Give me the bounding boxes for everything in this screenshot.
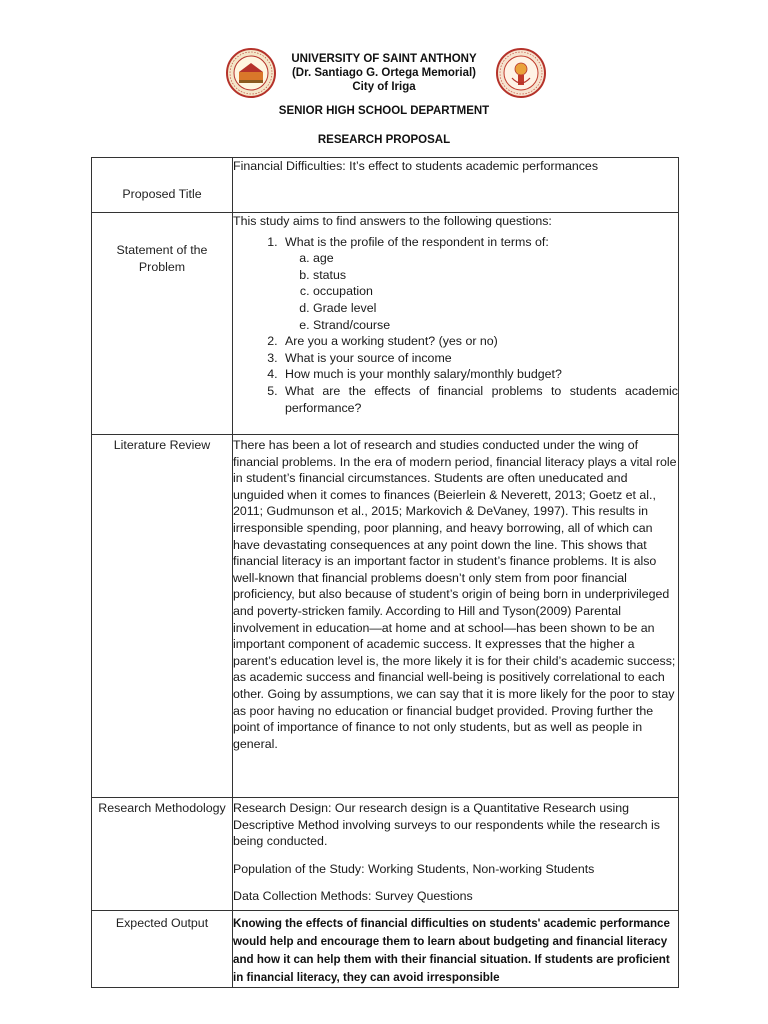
question-text: What is the profile of the respondent in terms of: xyxy=(285,234,549,249)
label-cell xyxy=(92,798,233,911)
problem-intro: This study aims to find answers to the following questions: xyxy=(233,214,552,228)
profile-sub-list xyxy=(285,250,678,333)
university-name: UNIVERSITY OF SAINT ANTHONY xyxy=(291,53,477,65)
list-item xyxy=(281,234,678,334)
list-item: 4. How much is your monthly salary/monthly budget? xyxy=(281,366,678,383)
list-item: e. Strand/course xyxy=(313,317,678,334)
question-list xyxy=(233,234,678,417)
list-item: 2. Are you a working student? (yes or no) xyxy=(281,333,678,350)
list-item: c. occupation xyxy=(313,283,678,300)
list-item: 3. What is your source of income xyxy=(281,350,678,367)
row-research-methodology xyxy=(92,798,679,911)
row-literature-review xyxy=(92,435,679,798)
row-label: Proposed Title xyxy=(122,186,202,201)
document-title: RESEARCH PROPOSAL xyxy=(317,134,451,146)
row-label: Research Methodology xyxy=(98,801,226,815)
department-name: SENIOR HIGH SCHOOL DEPARTMENT xyxy=(278,105,490,117)
list-item: a. age xyxy=(313,250,678,267)
content-cell xyxy=(233,213,679,435)
label-cell xyxy=(92,158,233,213)
label-cell xyxy=(92,435,233,798)
research-design-text: Research Design: Our research design is a Quantitative Research using Descriptive Method involving surveys to our respondents while the research is being conducted. xyxy=(233,801,660,849)
list-item: d. Grade level xyxy=(313,300,678,317)
content-cell xyxy=(233,911,679,988)
list-item: 5. What are the effects of financial problems to students academic performance? xyxy=(281,383,678,416)
data-collection-text: Data Collection Methods: Survey Questions xyxy=(233,889,473,904)
row-statement-of-problem xyxy=(92,213,679,435)
proposed-title-text: Financial Difficulties: It’s effect to students academic performances xyxy=(233,159,599,173)
label-cell xyxy=(92,911,233,988)
label-cell xyxy=(92,213,233,435)
row-label: Literature Review xyxy=(113,438,211,452)
document-header xyxy=(0,0,768,158)
list-item: b. status xyxy=(313,267,678,284)
content-cell xyxy=(233,435,679,798)
content-cell xyxy=(233,158,679,213)
expected-output-text: Knowing the effects of financial difficulties on students' academic performance would help and encourage them to learn about budgeting and financial literacy and how it can help them with their financial situation. If students are proficient in financial literacy, they can avoid irresponsible xyxy=(233,917,670,984)
literature-review-text: There has been a lot of research and studies conducted under the wing of financial problems. In the era of modern period, financial literacy plays a vital role in student’s financial circumstances. Students are often uneducated and unguided when it comes to finances (Beierlein & Neverett, 2013; Goetz et al., 2011; Gudmunson et al., 2015; Markovich & DeVaney, 1997). This results in irresponsible spending, poor planning, and heavy borrowing, all of which can have devastating consequences at any point down the line. This shows that financial literacy is an important factor in student’s finance problems. It is also well-known that financial problems doesn’t only stem from poor financial proficiency, but also because of student’s origin of being born in underprivileged and poverty-stricken family. According to Hill and Tyson(2009) Parental involvement in education—at home and at school—has been shown to be an important component of academic success. It expresses that the higher a parent’s education level is, the more likely it is for their child’s academic success; as academic success and financial well-being is positively correlational to each other. Going by assumptions, we can say that it is more likely for the poor to stay as poor having no education or financial budget provided. Proving further the point of importance of finance to not only students, but as well as people in general. xyxy=(233,438,677,751)
city-name: City of Iriga xyxy=(352,81,416,93)
row-expected-output xyxy=(92,911,679,988)
institution-name-block xyxy=(0,52,768,94)
memorial-name: (Dr. Santiago G. Ortega Memorial) xyxy=(291,67,477,79)
proposal-table xyxy=(91,157,679,988)
row-label: Expected Output xyxy=(115,916,209,930)
row-proposed-title xyxy=(92,158,679,213)
content-cell xyxy=(233,798,679,911)
row-label: Statement of the Problem xyxy=(116,243,208,274)
population-text: Population of the Study: Working Students, Non-working Students xyxy=(233,861,595,876)
